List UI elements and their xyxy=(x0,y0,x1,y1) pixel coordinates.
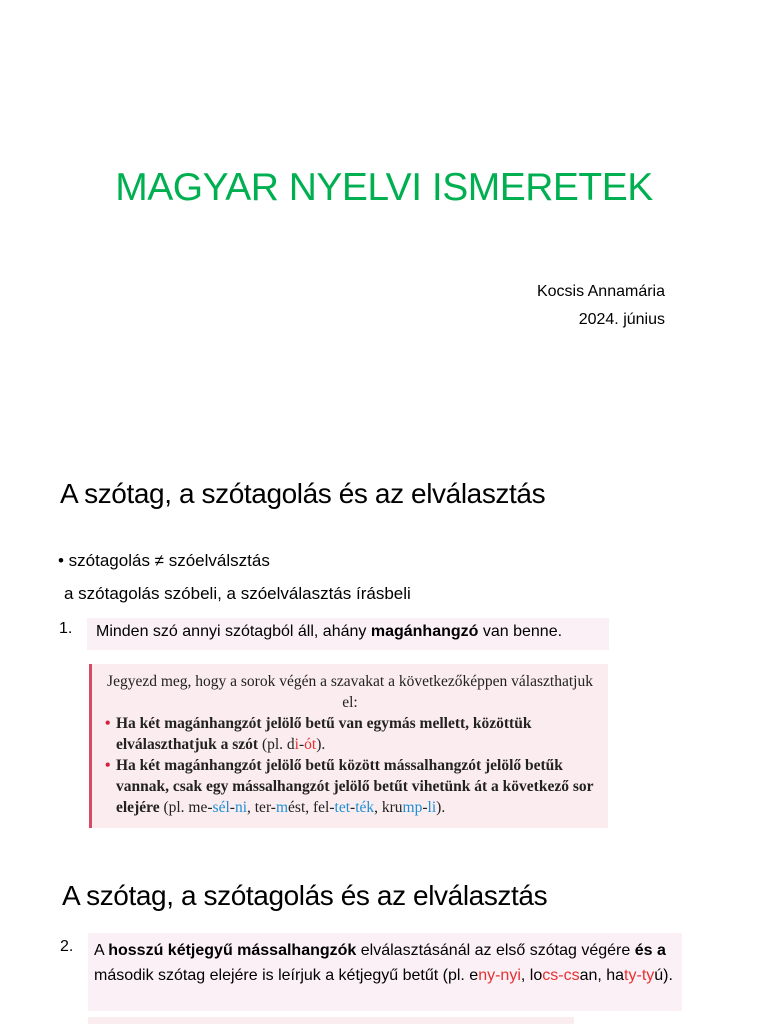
example-text: (pl. d xyxy=(258,736,295,753)
example-text: ). xyxy=(316,736,326,753)
example-text: ést, fel- xyxy=(288,799,335,816)
example-highlight: ót xyxy=(304,736,317,753)
rule-text-part: második szótag elejére is leírjuk a kétjegyű betűt (pl. e xyxy=(94,967,479,984)
example-highlight: sél xyxy=(212,799,230,816)
rule-keyword: hosszú kétjegyű mássalhangzók xyxy=(108,942,357,959)
example-highlight: ni xyxy=(234,799,247,816)
rule-text-part: elválasztásánál az első szótag végére xyxy=(356,942,635,959)
rule-text: Ha két magánhangzót jelölő betű van egymás mellett, közöttük elválaszthatjuk a szót xyxy=(116,715,532,753)
example-text: - xyxy=(270,799,276,816)
example-highlight: ny-nyi xyxy=(478,967,521,984)
example-text: - xyxy=(350,799,356,816)
rule-text: Ha két magánhangzót jelölő betű között mássalhangzót jelölő betűk vannak, csak egy mássalhangzót jelölő betűt vihetünk át a következő sor elejére xyxy=(116,757,594,816)
rule-keyword: magánhangzó xyxy=(370,623,479,640)
textbook-excerpt xyxy=(89,664,608,828)
example-text: , te xyxy=(247,799,266,816)
example-highlight: li xyxy=(427,799,437,816)
example-text: - xyxy=(229,799,235,816)
example-highlight: ty-ty xyxy=(624,967,655,984)
textbook-excerpt-partial xyxy=(88,1017,574,1024)
list-number: 2. xyxy=(60,938,74,955)
rule-text xyxy=(94,938,678,988)
rule-text-part: Minden szó annyi szótagból áll, ahány xyxy=(96,623,371,640)
rule-keyword: és a xyxy=(634,942,666,959)
rule-text-part: A xyxy=(94,942,109,959)
rule-text-part: an, ha xyxy=(579,967,625,984)
bullet-subtext: a szótagolás szóbeli, a szóelválasztás írásbeli xyxy=(64,584,411,603)
example-highlight: i xyxy=(294,736,299,753)
example-text: (pl. me- xyxy=(159,799,213,816)
date-text: 2024. június xyxy=(578,311,665,328)
section-heading: A szótag, a szótagolás és az elválasztás xyxy=(60,478,546,509)
list-number: 1. xyxy=(59,620,73,637)
bullet-item: • szótagolás ≠ szóelválsztás xyxy=(58,551,270,570)
textbook-intro: Jegyezd meg, hogy a sorok végén a szavakat a következőképpen választhatjuk el: xyxy=(107,673,593,711)
rule-text-part: ú). xyxy=(654,967,673,984)
textbook-rule-list xyxy=(92,713,608,818)
section-heading: A szótag, a szótagolás és az elválasztás xyxy=(62,880,548,911)
author-name: Kocsis Annamária xyxy=(536,283,665,300)
example-highlight: ték xyxy=(355,799,375,816)
example-text: , kru xyxy=(374,799,403,816)
rule-text xyxy=(96,623,562,641)
textbook-rule-2 xyxy=(92,755,600,818)
example-highlight: tet xyxy=(334,799,351,816)
example-text: - xyxy=(422,799,428,816)
example-text: ). xyxy=(436,799,446,816)
rule-text-part: van benne. xyxy=(478,623,563,640)
example-text: - xyxy=(298,736,305,753)
presentation-title: MAGYAR NYELVI ISMERETEK xyxy=(115,166,653,209)
author-block xyxy=(537,278,665,334)
example-highlight: m xyxy=(275,799,289,816)
bullet-icon: • xyxy=(105,715,111,732)
textbook-rule-1 xyxy=(92,713,600,755)
example-highlight: cs-cs xyxy=(542,967,580,984)
bullet-icon: • xyxy=(105,757,111,774)
rule-text-part: , lo xyxy=(520,967,543,984)
example-highlight: mp xyxy=(402,799,423,816)
example-text: r xyxy=(265,799,271,816)
